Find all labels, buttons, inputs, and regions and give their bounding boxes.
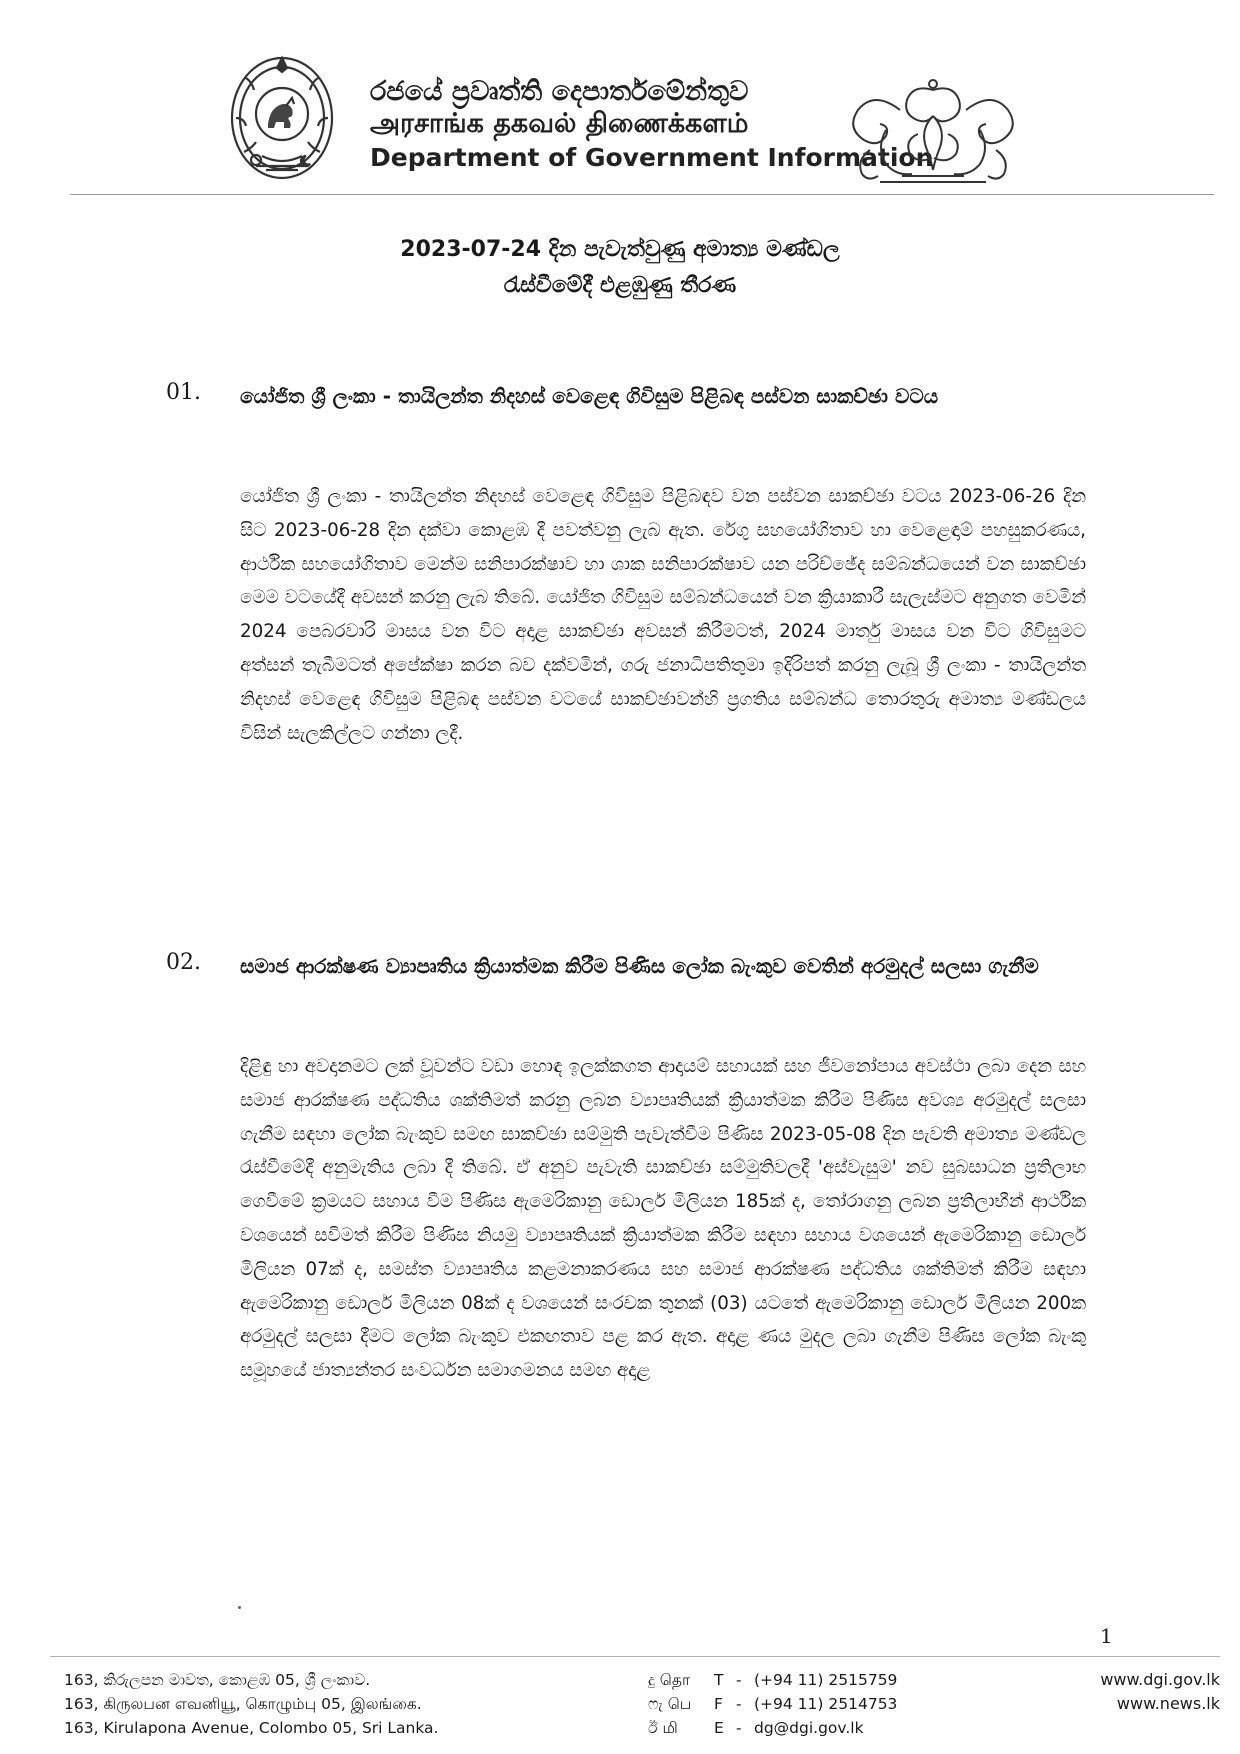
sri-lanka-state-emblem-icon bbox=[226, 48, 338, 184]
telephone-dash: - bbox=[736, 1671, 742, 1689]
contact-fax bbox=[648, 1692, 897, 1716]
page-number: 1 bbox=[1100, 1624, 1113, 1648]
website-link-news[interactable]: www.news.lk bbox=[1116, 1694, 1220, 1713]
address-tamil: 163, கிருலபன எவனியூ, கொழும்பு 05, இலங்கை. bbox=[64, 1695, 422, 1713]
contact-telephone bbox=[648, 1668, 897, 1692]
website-link-dgi[interactable]: www.dgi.gov.lk bbox=[1100, 1670, 1220, 1689]
footer-address bbox=[64, 1668, 438, 1740]
document-title-line-1: 2023-07-24 දින පැවැත්වුණු අමාත්‍ය මණ්ඩල bbox=[400, 237, 840, 262]
document-title-line-2: රැස්වීමේදී එළඹුණු තීරණ bbox=[503, 273, 737, 298]
email-letter: E bbox=[714, 1719, 724, 1737]
address-english: 163, Kirulapona Avenue, Colombo 05, Sri Lanka. bbox=[64, 1719, 439, 1737]
footer-divider bbox=[50, 1656, 1220, 1657]
contact-email bbox=[648, 1716, 897, 1740]
fax-dash: - bbox=[736, 1695, 742, 1713]
fax-letter: F bbox=[714, 1695, 723, 1713]
telephone-number[interactable]: (+94 11) 2515759 bbox=[754, 1671, 898, 1689]
email-dash: - bbox=[736, 1719, 742, 1737]
footer-dot bbox=[238, 1606, 241, 1609]
document-title bbox=[250, 232, 990, 304]
header-divider bbox=[70, 194, 1214, 195]
address-sinhala: 163, කිරුලපන මාවත, කොළඹ 05, ශ්‍රී ලංකාව. bbox=[64, 1671, 371, 1689]
email-address-link[interactable]: dg@dgi.gov.lk bbox=[754, 1719, 864, 1737]
section-1-body: යෝජිත ශ්‍රී ලංකා - තායිලන්ත නිදහස් වෙළෙඳ ගිවිසුම පිළිබඳව වන පස්වන සාකච්ඡා වටය 2023-06-26 දින සිට 2023-06-28 දින දක්වා කොළඹ දී පවත්වනු ලැබ ඇත. රේගු සහයෝගිතාව හා වෙළෙඳාම් පහසුකරණය, ආර්ථික සහයෝගිතාව මෙන්ම සනිපාරක්ෂාව හා ශාක සනිපාරක්ෂාව යන පරිච්ඡේද සම්බන්ධයෙන් වන සාකච්ඡා මෙම වටයේදී අවසන් කරනු ලැබ තිබේ. යෝජිත ගිවිසුම සම්බන්ධයෙන් වන ක්‍රියාකාරී සැලැස්මට අනුගත වෙමින් 2024 පෙබරවාරි මාසය වන විට අදාළ සාකච්ඡා අවසන් කිරීමටත්, 2024 මාර්තු මාසය වන විට ගිවිසුමට අත්සන් තැබීමටත් අපේක්ෂා කරන බව දක්වමින්, ගරු ජනාධිපතිතුමා ඉදිරිපත් කරනු ලැබූ ශ්‍රී ලංකා - තායිලන්ත නිදහස් වෙළෙඳ ගිවිසුම පිළිබඳ පස්වන වටයේ සාකච්ඡාවන්හි ප්‍රගතිය සම්බන්ධ තොරතුරු අමාත්‍ය මණ්ඩලය විසින් සැලකිල්ලට ගන්නා ලදී. bbox=[240, 486, 1086, 744]
email-local-label: ඊ மி bbox=[648, 1719, 678, 1737]
department-name-english: Department of Government Information bbox=[370, 142, 934, 172]
section-2-number: 02. bbox=[166, 950, 201, 975]
section-2-heading: සමාජ ආරක්ෂණ ව්‍යාපෘතිය ක්‍රියාත්මක කිරීම පිණිස ලෝක බැංකුව වෙතින් අරමුදල් සලසා ගැනීම bbox=[240, 954, 1039, 978]
fax-number: (+94 11) 2514753 bbox=[754, 1695, 898, 1713]
fax-local-label: ෆැ பெ bbox=[648, 1695, 692, 1713]
footer-websites bbox=[1092, 1668, 1220, 1716]
department-name-tamil: அரசாங்க தகவல் திணைக்களம் bbox=[370, 107, 749, 139]
footer-contact bbox=[648, 1668, 897, 1740]
department-name-block bbox=[370, 76, 934, 174]
section-2-body: දිළිඳු හා අවදානමට ලක් වූවන්ට වඩා හොඳ ඉලක්කගත ආදායම් සහායක් සහ ජීවනෝපාය අවස්ථා ලබා දෙන සහ සමාජ ආරක්ෂණ පද්ධතිය ශක්තිමත් කරනු ලබන ව්‍යාපෘතියක් ක්‍රියාත්මක කිරීම පිණිස අවශ්‍ය අරමුදල් සලසා ගැනීම සඳහා ලෝක බැංකුව සමඟ සාකච්ඡා සම්මුති පැවැත්වීම පිණිස 2023-05-08 දින පැවති අමාත්‍ය මණ්ඩල රැස්වීමේදී අනුමැතිය ලබා දී තිබේ. ඒ අනුව පැවැති සාකච්ඡා සම්මුතිවලදී 'අස්වැසුම' නව සුබසාධන ප්‍රතිලාභ ගෙවීමේ ක්‍රමයට සහාය වීම පිණිස ඇමෙරිකානු ඩොලර් මිලියන 185ක් ද, තෝරාගනු ලබන ප්‍රතිලාභීන් ආර්ථික වශයෙන් සවිමත් කිරීම පිණිස නියමු ව්‍යාපෘතියක් ක්‍රියාත්මක කිරීම සඳහා සහාය වශයෙන් ඇමෙරිකානු ඩොලර් මිලියන 07ක් ද, සමස්ත ව්‍යාපෘතිය කළමනාකරණය සහ සමාජ ආරක්ෂණ පද්ධතිය ශක්තිමත් කිරීම සඳහා ඇමෙරිකානු ඩොලර් මිලියන 08ක් ද වශයෙන් සංරචක තුනක් (03) යටතේ ඇමෙරිකානු ඩොලර් මිලියන 200ක අරමුදල් සලසා දීමට ලෝක බැංකුව එකඟතාව පළ කර ඇත. අදාළ ණය මුදල ලබා ගැනීම පිණිස ලෝක බැංකු සමූහයේ ජාත්‍යන්තර සංවර්ධන සමාගමනය සමඟ අදාළ bbox=[240, 1056, 1086, 1382]
section-1-number: 01. bbox=[166, 380, 201, 405]
department-name-sinhala: රජයේ ප්‍රවෘත්ති දෙපාර්තමේන්තුව bbox=[370, 76, 749, 107]
telephone-local-label: දු தொ bbox=[648, 1671, 691, 1689]
telephone-letter: T bbox=[714, 1671, 724, 1689]
traditional-swan-ornament-icon bbox=[840, 70, 1026, 188]
section-1-heading: යෝජිත ශ්‍රී ලංකා - තායිලන්ත නිදහස් වෙළෙඳ ගිවිසුම පිළිබඳ පස්වන සාකච්ඡා වටය bbox=[240, 384, 939, 408]
